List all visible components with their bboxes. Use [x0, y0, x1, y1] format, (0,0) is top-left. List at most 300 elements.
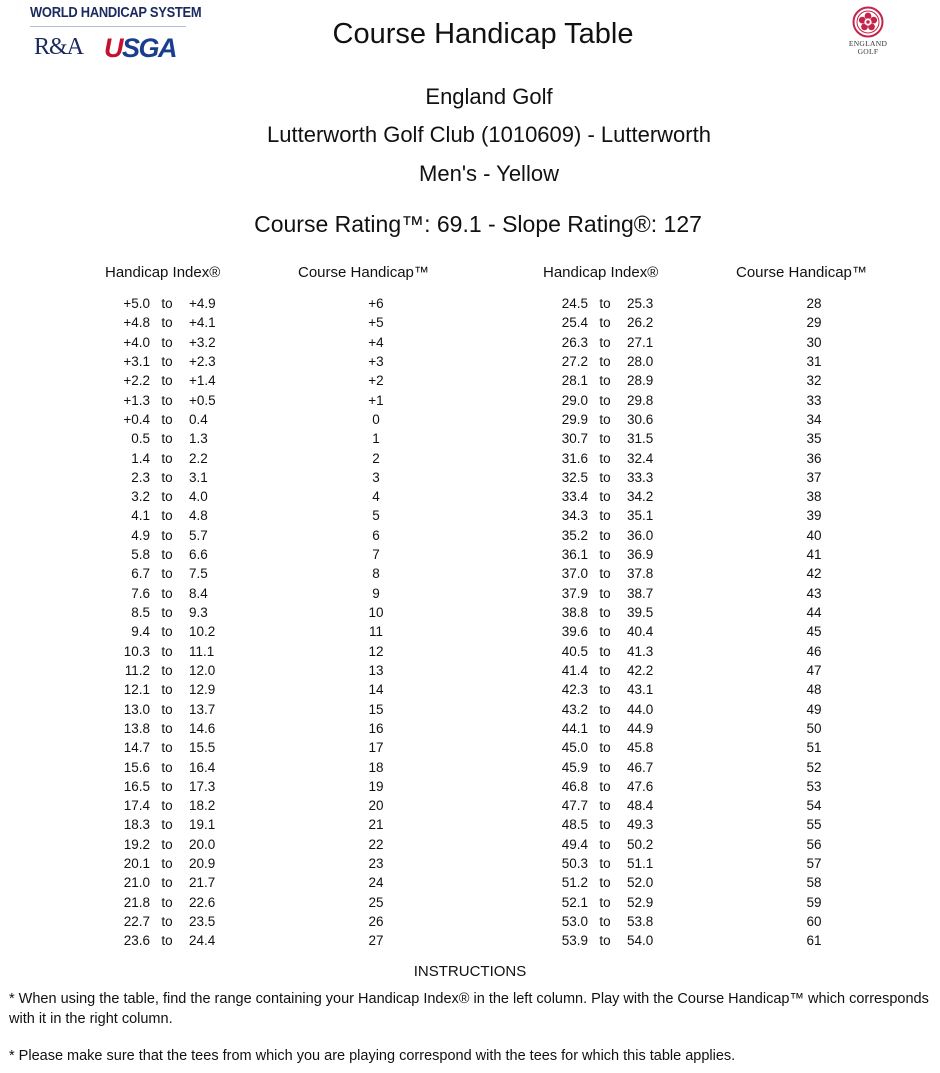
range-separator: to — [599, 547, 611, 563]
table-row — [105, 680, 465, 699]
handicap-index-to: 52.9 — [627, 894, 654, 910]
instruction-line-1: * When using the table, find the range containing your Handicap Index® in the left column. Play with the Course Handicap™ which corresponds with it in the right column. — [9, 991, 929, 1027]
course-handicap-value: 7 — [372, 547, 380, 563]
table-row — [105, 564, 465, 583]
handicap-index-to: 30.6 — [627, 411, 654, 427]
range-separator: to — [599, 759, 611, 775]
handicap-index-to: 26.2 — [627, 315, 654, 331]
course-handicap-value: +4 — [368, 334, 384, 350]
table-row — [543, 835, 903, 854]
table-row — [543, 468, 903, 487]
handicap-index-from: +2.2 — [123, 373, 150, 389]
handicap-index-to: 39.5 — [627, 605, 654, 620]
handicap-index-to: 38.7 — [627, 585, 654, 601]
range-separator: to — [161, 817, 173, 833]
table-row — [543, 449, 903, 468]
handicap-index-to: 23.5 — [189, 914, 216, 929]
handicap-index-from: 37.0 — [561, 566, 588, 582]
course-handicap-value: 39 — [806, 508, 822, 524]
table-row — [105, 642, 465, 661]
handicap-index-to: 1.3 — [189, 431, 208, 447]
right-course-handicap-header: Course Handicap™ — [736, 264, 867, 281]
handicap-index-to: +3.2 — [189, 334, 216, 350]
handicap-index-to: 6.6 — [189, 547, 208, 563]
table-row — [543, 622, 903, 641]
range-separator: to — [161, 875, 173, 891]
table-row — [543, 912, 903, 931]
left-handicap-index-header: Handicap Index® — [105, 264, 221, 281]
association-name: England Golf — [425, 84, 553, 109]
table-row — [105, 584, 465, 603]
handicap-index-to: 22.6 — [189, 894, 216, 910]
handicap-index-from: 38.8 — [561, 605, 588, 620]
course-handicap-value: 36 — [806, 450, 822, 466]
range-separator: to — [599, 643, 611, 659]
left-course-handicap-header: Course Handicap™ — [298, 264, 429, 281]
table-row — [543, 893, 903, 912]
course-handicap-value: 26 — [368, 914, 384, 929]
range-separator: to — [599, 778, 611, 794]
handicap-index-from: 46.8 — [561, 778, 588, 794]
table-row — [105, 622, 465, 641]
handicap-index-to: 16.4 — [189, 759, 216, 775]
course-handicap-value: 38 — [806, 489, 822, 505]
handicap-index-from: 26.3 — [561, 334, 588, 350]
handicap-index-to: 12.9 — [189, 682, 216, 698]
course-handicap-value: 0 — [372, 411, 380, 427]
handicap-index-from: 34.3 — [561, 508, 588, 524]
course-handicap-value: 23 — [368, 856, 384, 872]
range-separator: to — [161, 353, 173, 369]
table-row — [543, 854, 903, 873]
left-table-column — [105, 294, 465, 951]
handicap-index-to: 32.4 — [627, 450, 654, 466]
handicap-index-from: 9.4 — [131, 624, 150, 640]
range-separator: to — [161, 701, 173, 717]
table-row — [543, 352, 903, 371]
table-row — [543, 371, 903, 390]
course-handicap-value: 42 — [806, 566, 822, 582]
handicap-index-from: 31.6 — [561, 450, 588, 466]
handicap-index-to: 27.1 — [627, 334, 654, 350]
range-separator: to — [599, 624, 611, 640]
course-handicap-value: 11 — [368, 624, 383, 640]
handicap-index-from: 33.4 — [561, 489, 588, 505]
handicap-index-to: 35.1 — [627, 508, 654, 524]
range-separator: to — [599, 585, 611, 601]
range-separator: to — [599, 856, 611, 872]
table-row — [105, 777, 465, 796]
handicap-index-from: +5.0 — [123, 296, 150, 311]
handicap-index-from: 10.3 — [123, 643, 150, 659]
handicap-index-to: 49.3 — [627, 817, 654, 833]
range-separator: to — [599, 740, 611, 756]
range-separator: to — [161, 682, 173, 698]
handicap-index-to: 45.8 — [627, 740, 654, 756]
course-handicap-value: 31 — [806, 353, 822, 369]
course-handicap-value: 52 — [806, 759, 822, 775]
range-separator: to — [161, 508, 173, 524]
table-row — [105, 796, 465, 815]
range-separator: to — [599, 469, 611, 485]
course-handicap-value: 10 — [368, 605, 384, 620]
table-row — [543, 564, 903, 583]
handicap-index-from: 29.9 — [561, 411, 588, 427]
table-row — [543, 410, 903, 429]
handicap-index-to: 34.2 — [627, 489, 654, 505]
handicap-index-from: 45.0 — [561, 740, 588, 756]
handicap-index-from: 30.7 — [561, 431, 588, 447]
handicap-index-to: 53.8 — [627, 914, 654, 929]
handicap-index-from: 4.9 — [131, 527, 150, 543]
table-row — [105, 738, 465, 757]
handicap-index-from: 11.2 — [124, 662, 150, 678]
handicap-index-from: 13.0 — [123, 701, 150, 717]
table-row — [105, 371, 465, 390]
handicap-index-to: 54.0 — [627, 933, 654, 949]
table-row — [543, 777, 903, 796]
handicap-index-from: 40.5 — [561, 643, 588, 659]
range-separator: to — [599, 411, 611, 427]
table-row — [543, 815, 903, 834]
handicap-index-from: 51.2 — [561, 875, 588, 891]
handicap-index-to: +1.4 — [189, 373, 216, 389]
table-row — [105, 468, 465, 487]
range-separator: to — [161, 798, 173, 814]
handicap-index-from: 5.8 — [131, 547, 150, 563]
course-handicap-value: 60 — [806, 914, 822, 929]
range-separator: to — [161, 894, 173, 910]
course-handicap-value: 37 — [806, 469, 822, 485]
handicap-index-from: 14.7 — [123, 740, 150, 756]
handicap-index-from: 1.4 — [131, 450, 150, 466]
handicap-index-to: 4.0 — [189, 489, 208, 505]
handicap-index-from: +0.4 — [123, 411, 150, 427]
course-handicap-value: 6 — [372, 527, 380, 543]
handicap-index-to: 11.1 — [189, 643, 215, 659]
handicap-index-to: 43.1 — [627, 682, 654, 698]
handicap-index-from: 41.4 — [561, 662, 588, 678]
course-handicap-value: 18 — [368, 759, 384, 775]
range-separator: to — [161, 643, 173, 659]
range-separator: to — [599, 315, 611, 331]
range-separator: to — [599, 431, 611, 447]
handicap-index-to: 25.3 — [627, 296, 654, 311]
range-separator: to — [161, 373, 173, 389]
handicap-index-to: +4.9 — [189, 296, 216, 311]
randa-logo-text: R&A — [34, 34, 84, 60]
course-handicap-value: 29 — [806, 315, 822, 331]
handicap-index-to: 15.5 — [189, 740, 216, 756]
range-separator: to — [161, 759, 173, 775]
handicap-index-to: 40.4 — [627, 624, 654, 640]
handicap-index-from: 21.8 — [123, 894, 150, 910]
table-row — [105, 912, 465, 931]
table-row — [543, 294, 903, 313]
range-separator: to — [599, 701, 611, 717]
handicap-index-to: 9.3 — [189, 605, 208, 620]
range-separator: to — [161, 740, 173, 756]
handicap-index-from: 25.4 — [561, 315, 588, 331]
usga-logo-u: U — [104, 33, 122, 63]
range-separator: to — [599, 450, 611, 466]
table-row — [543, 758, 903, 777]
handicap-index-to: 21.7 — [189, 875, 216, 891]
range-separator: to — [599, 392, 611, 408]
handicap-index-to: 2.2 — [189, 450, 208, 466]
table-row — [543, 603, 903, 622]
course-handicap-value: 58 — [806, 875, 822, 891]
table-row — [105, 429, 465, 448]
table-row — [543, 931, 903, 950]
range-separator: to — [599, 720, 611, 736]
range-separator: to — [161, 334, 173, 350]
handicap-index-from: 13.8 — [123, 720, 150, 736]
table-row — [105, 506, 465, 525]
handicap-index-from: 45.9 — [561, 759, 588, 775]
range-separator: to — [161, 585, 173, 601]
handicap-index-to: +2.3 — [189, 353, 216, 369]
handicap-index-from: 21.0 — [123, 875, 150, 891]
course-handicap-value: 20 — [368, 798, 384, 814]
course-handicap-value: 3 — [372, 469, 380, 485]
handicap-index-from: 18.3 — [123, 817, 150, 833]
course-handicap-value: 28 — [806, 296, 822, 311]
range-separator: to — [161, 605, 173, 620]
handicap-index-to: 28.0 — [627, 353, 654, 369]
handicap-index-from: 43.2 — [561, 701, 588, 717]
table-row — [543, 700, 903, 719]
handicap-index-from: +4.8 — [123, 315, 150, 331]
range-separator: to — [599, 933, 611, 949]
handicap-index-from: 39.6 — [561, 624, 588, 640]
handicap-index-from: 12.1 — [123, 682, 150, 698]
handicap-index-to: 12.0 — [189, 662, 216, 678]
course-handicap-value: 41 — [806, 547, 822, 563]
handicap-index-to: 4.8 — [189, 508, 208, 524]
handicap-index-to: 20.9 — [189, 856, 216, 872]
range-separator: to — [161, 450, 173, 466]
table-row — [105, 391, 465, 410]
table-row — [543, 313, 903, 332]
range-separator: to — [161, 720, 173, 736]
range-separator: to — [599, 508, 611, 524]
range-separator: to — [599, 605, 611, 620]
handicap-index-from: 24.5 — [561, 296, 588, 311]
range-separator: to — [599, 334, 611, 350]
table-row — [105, 719, 465, 738]
course-handicap-value: 55 — [806, 817, 822, 833]
range-separator: to — [161, 547, 173, 563]
course-handicap-value: 35 — [806, 431, 822, 447]
handicap-index-to: 36.0 — [627, 527, 654, 543]
course-handicap-value: 13 — [368, 662, 384, 678]
table-row — [105, 294, 465, 313]
course-handicap-value: +1 — [368, 392, 384, 408]
handicap-index-to: 51.1 — [627, 856, 654, 872]
table-row — [543, 796, 903, 815]
table-row — [105, 893, 465, 912]
table-row — [543, 680, 903, 699]
handicap-index-from: 42.3 — [561, 682, 588, 698]
handicap-index-to: +4.1 — [189, 315, 216, 331]
handicap-index-to: 37.8 — [627, 566, 654, 582]
handicap-index-to: 20.0 — [189, 836, 216, 852]
handicap-index-to: 28.9 — [627, 373, 654, 389]
range-separator: to — [599, 894, 611, 910]
handicap-index-to: 18.2 — [189, 798, 216, 814]
range-separator: to — [161, 933, 173, 949]
handicap-index-from: 50.3 — [561, 856, 588, 872]
table-row — [105, 449, 465, 468]
instructions-heading: INSTRUCTIONS — [413, 963, 527, 980]
range-separator: to — [161, 836, 173, 852]
range-separator: to — [161, 392, 173, 408]
course-handicap-value: 61 — [806, 933, 822, 949]
handicap-index-from: 3.2 — [131, 489, 150, 505]
course-handicap-value: 12 — [368, 643, 384, 659]
range-separator: to — [599, 662, 611, 678]
range-separator: to — [599, 373, 611, 389]
table-row — [543, 661, 903, 680]
range-separator: to — [161, 469, 173, 485]
handicap-index-to: 33.3 — [627, 469, 654, 485]
whs-logo-text: WORLD HANDICAP SYSTEM — [30, 4, 202, 21]
range-separator: to — [599, 296, 611, 311]
course-handicap-value: 1 — [372, 431, 380, 447]
course-handicap-value: +5 — [368, 315, 384, 331]
range-separator: to — [599, 527, 611, 543]
table-row — [543, 642, 903, 661]
table-row — [543, 545, 903, 564]
handicap-index-to: 46.7 — [627, 759, 654, 775]
table-row — [543, 487, 903, 506]
handicap-index-to: 10.2 — [189, 624, 216, 640]
course-handicap-value: 25 — [368, 894, 384, 910]
course-handicap-value: 51 — [806, 740, 822, 756]
range-separator: to — [599, 875, 611, 891]
course-handicap-value: +3 — [368, 353, 384, 369]
handicap-index-to: 24.4 — [189, 933, 216, 949]
range-separator: to — [599, 353, 611, 369]
course-handicap-value: 46 — [806, 643, 822, 659]
range-separator: to — [599, 798, 611, 814]
handicap-index-from: 52.1 — [561, 894, 588, 910]
course-slope-ratings: Course Rating™: 69.1 - Slope Rating®: 127 — [254, 211, 702, 237]
right-table-column — [543, 294, 903, 951]
handicap-index-from: 0.5 — [131, 431, 150, 447]
course-handicap-value: 21 — [368, 817, 384, 833]
handicap-index-from: 37.9 — [561, 585, 588, 601]
course-handicap-value: 14 — [368, 682, 384, 698]
handicap-index-to: 44.9 — [627, 720, 654, 736]
handicap-index-from: 4.1 — [131, 508, 150, 524]
course-handicap-value: 53 — [806, 778, 822, 794]
table-row — [105, 487, 465, 506]
handicap-index-from: 36.1 — [561, 547, 588, 563]
table-row — [105, 545, 465, 564]
table-row — [105, 313, 465, 332]
course-handicap-value: 34 — [806, 411, 822, 427]
table-row — [105, 815, 465, 834]
course-handicap-value: 19 — [368, 778, 384, 794]
range-separator: to — [161, 411, 173, 427]
right-handicap-index-header: Handicap Index® — [543, 264, 659, 281]
table-row — [105, 603, 465, 622]
course-handicap-value: 24 — [368, 875, 384, 891]
course-handicap-value: 2 — [372, 450, 380, 466]
handicap-index-to: 48.4 — [627, 798, 654, 814]
range-separator: to — [161, 662, 173, 678]
course-handicap-value: 8 — [372, 566, 380, 582]
page-title: Course Handicap Table — [332, 18, 634, 50]
handicap-index-from: 7.6 — [131, 585, 150, 601]
handicap-index-from: 48.5 — [561, 817, 588, 833]
instruction-line-2: * Please make sure that the tees from which you are playing correspond with the tees for which this table applies. — [9, 1048, 736, 1064]
handicap-index-from: 17.4 — [123, 798, 150, 814]
table-row — [543, 506, 903, 525]
course-handicap-value: 17 — [368, 740, 384, 756]
handicap-index-from: 20.1 — [123, 856, 150, 872]
table-row — [543, 738, 903, 757]
handicap-index-from: 49.4 — [561, 836, 588, 852]
range-separator: to — [599, 836, 611, 852]
course-handicap-value: 15 — [368, 701, 384, 717]
range-separator: to — [599, 489, 611, 505]
handicap-index-from: 16.5 — [123, 778, 150, 794]
range-separator: to — [161, 315, 173, 331]
handicap-index-from: +3.1 — [123, 353, 150, 369]
course-handicap-value: 45 — [806, 624, 822, 640]
handicap-index-from: 23.6 — [123, 933, 150, 949]
handicap-index-to: 29.8 — [627, 392, 654, 408]
course-handicap-value: +6 — [368, 296, 384, 311]
course-handicap-value: 50 — [806, 720, 822, 736]
table-row — [105, 410, 465, 429]
handicap-index-to: 13.7 — [189, 701, 216, 717]
handicap-index-to: 17.3 — [189, 778, 216, 794]
course-handicap-value: 33 — [806, 392, 822, 408]
handicap-index-from: 19.2 — [123, 836, 150, 852]
course-handicap-value: 47 — [806, 662, 822, 678]
table-row — [105, 758, 465, 777]
table-row — [543, 429, 903, 448]
course-handicap-value: +2 — [368, 373, 384, 389]
course-handicap-value: 4 — [372, 489, 380, 505]
range-separator: to — [161, 527, 173, 543]
range-separator: to — [599, 817, 611, 833]
handicap-index-from: 35.2 — [561, 527, 588, 543]
handicap-index-to: 42.2 — [627, 662, 654, 678]
table-row — [543, 526, 903, 545]
table-row — [105, 931, 465, 950]
course-handicap-value: 32 — [806, 373, 822, 389]
table-row — [105, 835, 465, 854]
course-handicap-value: 56 — [806, 836, 822, 852]
handicap-index-from: 53.0 — [561, 914, 588, 929]
table-row — [543, 333, 903, 352]
handicap-index-from: 29.0 — [561, 392, 588, 408]
range-separator: to — [161, 778, 173, 794]
england-golf-logo-line1: ENGLAND — [848, 39, 888, 48]
course-handicap-value: 54 — [806, 798, 822, 814]
handicap-index-to: 3.1 — [189, 469, 208, 485]
course-handicap-value: 5 — [372, 508, 380, 524]
course-handicap-value: 40 — [806, 527, 822, 543]
course-handicap-value: 44 — [806, 605, 822, 620]
course-handicap-value: 27 — [368, 933, 384, 949]
range-separator: to — [599, 566, 611, 582]
